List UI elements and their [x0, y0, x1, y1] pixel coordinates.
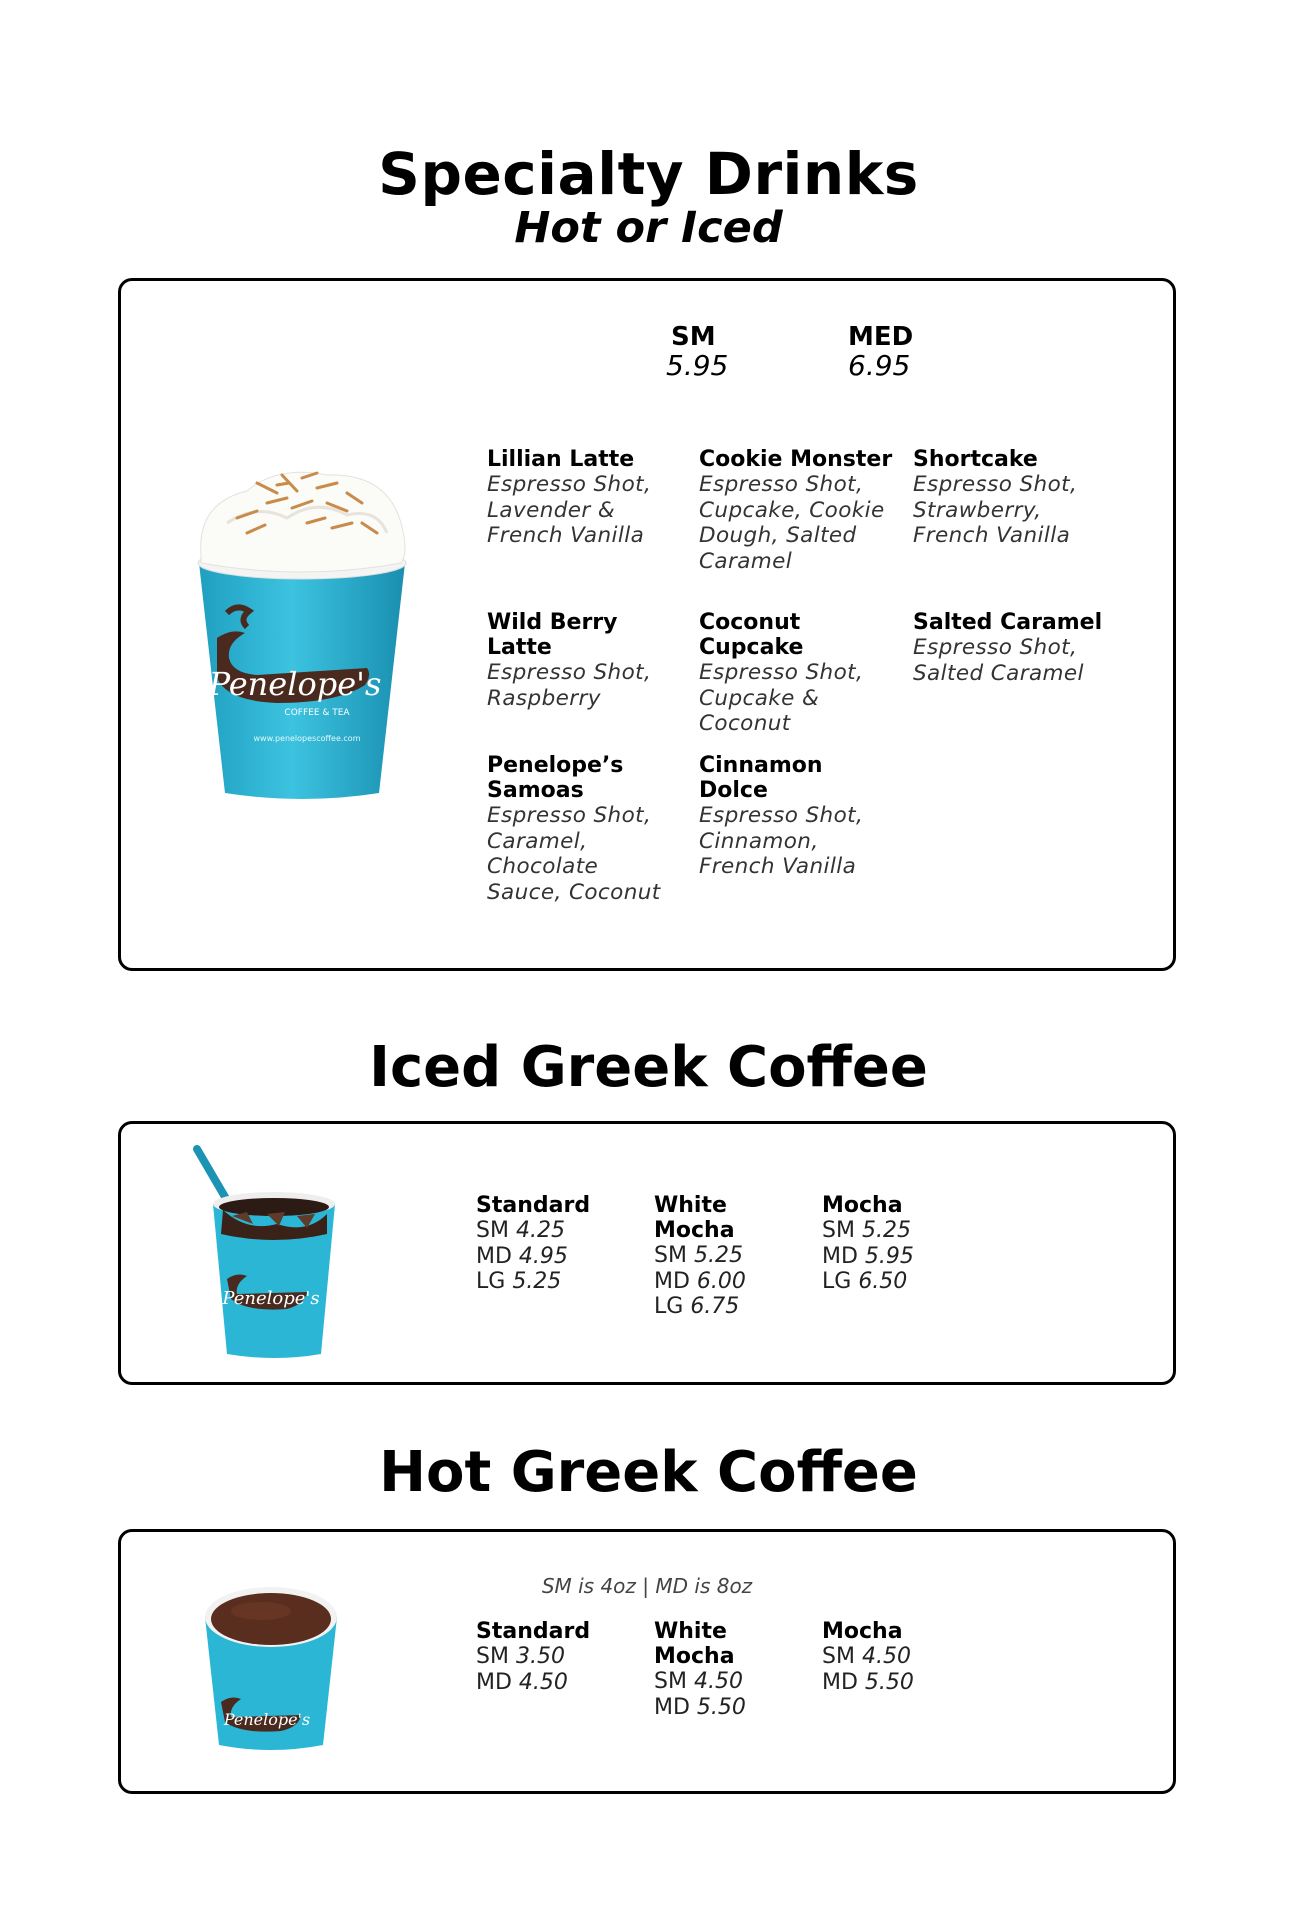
price: 5.50	[864, 1669, 914, 1695]
price-row	[654, 1294, 746, 1320]
cup-brand-sub: COFFEE & TEA	[284, 708, 350, 718]
price-row	[476, 1218, 590, 1244]
size-note: SM is 4oz | MD is 8oz	[541, 1574, 753, 1598]
specialty-menu-box	[118, 278, 1176, 971]
item-name: Penelope’s Samoas	[487, 753, 624, 803]
size-column-sm	[666, 323, 728, 381]
cup-brand-text: Penelope's	[208, 665, 382, 703]
menu-item	[913, 447, 1113, 549]
price: 4.50	[518, 1669, 568, 1695]
price-row	[476, 1269, 590, 1295]
item-name: Cinnamon Dolce	[699, 753, 823, 803]
item-desc: Espresso Shot, Caramel, Chocolate Sauce, Coconut	[487, 803, 661, 905]
menu-item	[699, 610, 899, 737]
price: 3.50	[515, 1644, 565, 1669]
price: 4.95	[518, 1243, 568, 1269]
price-row	[476, 1244, 590, 1270]
menu-item	[913, 610, 1113, 686]
hot-coffee-cup-image	[201, 1577, 341, 1757]
price: 5.95	[864, 1243, 914, 1269]
iced-greek-title: Iced Greek Coffee	[369, 1035, 928, 1100]
specialty-title: Specialty Drinks	[378, 140, 919, 208]
size-label: LG	[476, 1269, 506, 1294]
item-name: Mocha	[822, 1193, 903, 1218]
price: 4.25	[515, 1218, 565, 1243]
price: 5.25	[861, 1218, 911, 1243]
hot-item-mocha	[822, 1619, 914, 1695]
price-row	[476, 1644, 590, 1670]
size-column-med	[848, 323, 913, 381]
size-label: SM	[654, 1669, 687, 1694]
iced-coffee-cup-image	[187, 1144, 337, 1364]
hot-greek-box	[118, 1529, 1176, 1794]
price-row	[822, 1218, 914, 1244]
size-label: MD	[822, 1243, 858, 1269]
item-desc: Espresso Shot, Cupcake & Coconut	[699, 660, 864, 736]
hot-greek-title: Hot Greek Coffee	[379, 1440, 918, 1505]
cup-brand-text: Penelope's	[223, 1710, 311, 1729]
item-desc: Espresso Shot, Lavender & French Vanilla	[487, 472, 652, 548]
hot-item-white-mocha	[654, 1619, 746, 1720]
specialty-subtitle: Hot or Iced	[514, 203, 783, 253]
size-label: MD	[476, 1243, 512, 1269]
item-name: Salted Caramel	[913, 610, 1103, 635]
size-price: 6.95	[848, 349, 911, 382]
price-row	[654, 1269, 746, 1295]
item-name: Shortcake	[913, 447, 1038, 472]
size-price: 5.95	[666, 349, 729, 382]
cup-brand-url: www.penelopescoffee.com	[253, 734, 361, 743]
price: 6.50	[858, 1269, 908, 1294]
hot-item-standard	[476, 1619, 590, 1695]
menu-item	[487, 753, 687, 905]
item-name: Lillian Latte	[487, 447, 635, 472]
size-label: MD	[654, 1694, 690, 1720]
price: 5.25	[512, 1269, 562, 1294]
size-label: SM	[671, 322, 716, 352]
item-desc: Espresso Shot, Cinnamon, French Vanilla	[699, 803, 864, 879]
item-name: White Mocha	[654, 1193, 735, 1243]
size-label: MED	[848, 322, 914, 352]
item-desc: Espresso Shot, Strawberry, French Vanilla	[913, 472, 1078, 548]
item-desc: Espresso Shot, Raspberry	[487, 660, 652, 711]
item-name: Standard	[476, 1193, 591, 1218]
size-label: SM	[822, 1644, 855, 1669]
price: 5.50	[696, 1694, 746, 1720]
price: 4.50	[861, 1644, 911, 1669]
item-name: Mocha	[822, 1619, 903, 1644]
item-name: Standard	[476, 1619, 591, 1644]
iced-greek-box	[118, 1121, 1176, 1385]
size-label: SM	[822, 1218, 855, 1243]
price-row	[822, 1670, 914, 1696]
iced-item-standard	[476, 1193, 590, 1295]
size-label: LG	[822, 1269, 852, 1294]
cup-brand-text: Penelope's	[222, 1288, 320, 1309]
size-label: MD	[476, 1669, 512, 1695]
size-label: SM	[654, 1243, 687, 1268]
iced-item-white-mocha	[654, 1193, 746, 1320]
price: 5.25	[693, 1243, 743, 1268]
item-name: Wild Berry Latte	[487, 610, 618, 660]
size-label: SM	[476, 1218, 509, 1243]
price: 6.00	[696, 1268, 746, 1294]
size-label: LG	[654, 1294, 684, 1319]
price-row	[654, 1669, 746, 1695]
menu-item	[487, 447, 687, 549]
menu-item	[487, 610, 687, 711]
price: 6.75	[690, 1294, 740, 1319]
price-row	[654, 1243, 746, 1269]
price: 4.50	[693, 1669, 743, 1694]
price-row	[822, 1244, 914, 1270]
item-desc: Espresso Shot, Cupcake, Cookie Dough, Salted Caramel	[699, 472, 885, 574]
size-label: MD	[654, 1268, 690, 1294]
price-row	[822, 1644, 914, 1670]
size-label: MD	[822, 1669, 858, 1695]
price-row	[654, 1695, 746, 1721]
item-name: Cookie Monster	[699, 447, 893, 472]
price-row	[822, 1269, 914, 1295]
item-name: Coconut Cupcake	[699, 610, 804, 660]
size-label: SM	[476, 1644, 509, 1669]
whipped-latte-cup-image	[187, 463, 417, 803]
item-name: White Mocha	[654, 1619, 735, 1669]
item-desc: Espresso Shot, Salted Caramel	[913, 635, 1084, 686]
menu-item	[699, 753, 899, 880]
price-row	[476, 1670, 590, 1696]
iced-item-mocha	[822, 1193, 914, 1295]
menu-item	[699, 447, 899, 574]
